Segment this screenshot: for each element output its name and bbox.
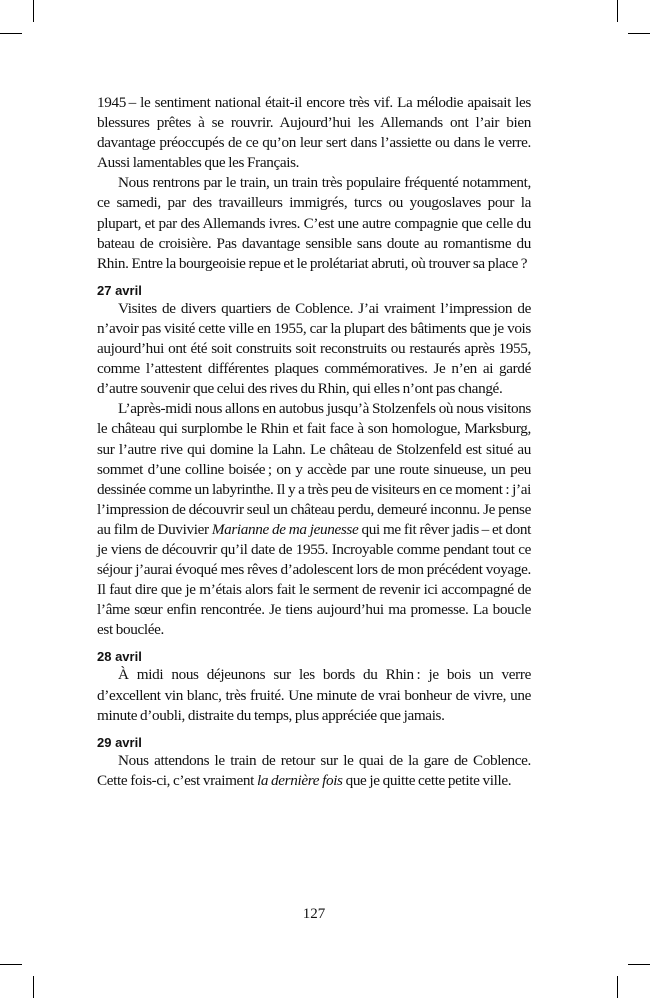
- crop-mark-top-left-vertical: [33, 0, 34, 22]
- date-heading-27-avril: 27 avril: [97, 282, 142, 298]
- date-heading-29-avril: 29 avril: [97, 734, 142, 750]
- crop-mark-bottom-right-horizontal: [628, 964, 650, 965]
- stolzenfels-text-after: qui me fit rêver jadis – et dont je viens de découvrir qu’il date de 1955. Incroyable comme pendant tout ce séjour j’aurai évoqué mes rêves d’adolescent lors de mon précédent voyage. Il faut dire que je m’étais alors fait le serment de revenir ici accompagné de l’âme sœur enfin rencontrée. Je tiens aujourd’hui ma promesse. La boucle est bouclée.: [97, 520, 531, 639]
- film-title: Marianne de ma jeunesse: [211, 520, 359, 538]
- date-heading-28-avril: 28 avril: [97, 649, 142, 665]
- departure-text-before: Nous attendons le train de retour sur le quai de la gare de Coblence. Cette fois-ci, c’est vraiment: [97, 751, 531, 789]
- paragraph-lunch-rhin: À midi nous déjeunons sur les bords du Rhin : je bois un verre d’excellent vin blanc, très fruité. Une minute de vrai bonheur de vivre, une minute d’oubli, distraite du temps, plus appréciée que jamais.: [97, 666, 531, 724]
- page-body: [97, 93, 531, 791]
- crop-mark-bottom-right-vertical: [617, 976, 618, 998]
- departure-text-after: que je quitte cette petite ville.: [342, 771, 512, 789]
- paragraph-1945: 1945 – le sentiment national était-il encore très vif. La mélodie apaisait les blessures prêtes à se rouvrir. Aujourd’hui les Allemands ont l’air bien davantage préoccupés de ce qu’on leur sert dans l’assiette ou dans le verre. Aussi lamentables que les Français.: [97, 94, 531, 172]
- departure-emphasis: la dernière fois: [256, 771, 343, 789]
- crop-mark-top-left-horizontal: [0, 33, 22, 34]
- crop-mark-bottom-left-vertical: [33, 976, 34, 998]
- stolzenfels-text-before: L’après-midi nous allons en autobus jusqu’à Stolzenfels où nous visitons le château qui surplombe le Rhin et fait face à son homologue, Marksburg, sur l’autre rive qui domine la Lahn. Le château de Stolzenfeld est situé au sommet d’une colline boisée ; on y accède par une route sinueuse, un peu dessinée comme un labyrinthe. Il y a très peu de visiteurs en ce moment : j’ai l’impression de découvrir seul un château perdu, demeuré inconnu. Je pense au film de Duvivier: [97, 400, 531, 538]
- paragraph-coblence-visits: Visites de divers quartiers de Coblence. J’ai vraiment l’impression de n’avoir pas visité cette ville en 1955, car la plupart des bâtiments que je vois aujourd’hui ont été soit construits soit reconstruits ou restaurés après 1955, comme l’attestent différentes plaques commémoratives. Je n’en ai gardé d’autre souvenir que celui des rives du Rhin, qui elles n’ont pas changé.: [97, 299, 531, 398]
- crop-mark-top-right-horizontal: [628, 33, 650, 34]
- page-number: 127: [302, 906, 326, 922]
- paragraph-train: Nous rentrons par le train, un train très populaire fréquenté notamment, ce samedi, par des travailleurs immigrés, turcs ou yougoslaves pour la plupart, et par des Allemands ivres. C’est une autre compagnie que celle du bateau de croisière. Pas davantage sensible sans doute au romantisme du Rhin. Entre la bourgeoisie repue et le prolétariat abruti, où trouver sa place ?: [97, 174, 531, 272]
- crop-mark-top-right-vertical: [617, 0, 618, 22]
- crop-mark-bottom-left-horizontal: [0, 964, 22, 965]
- paragraph-stolzenfels: [97, 399, 531, 640]
- paragraph-departure: [97, 751, 531, 791]
